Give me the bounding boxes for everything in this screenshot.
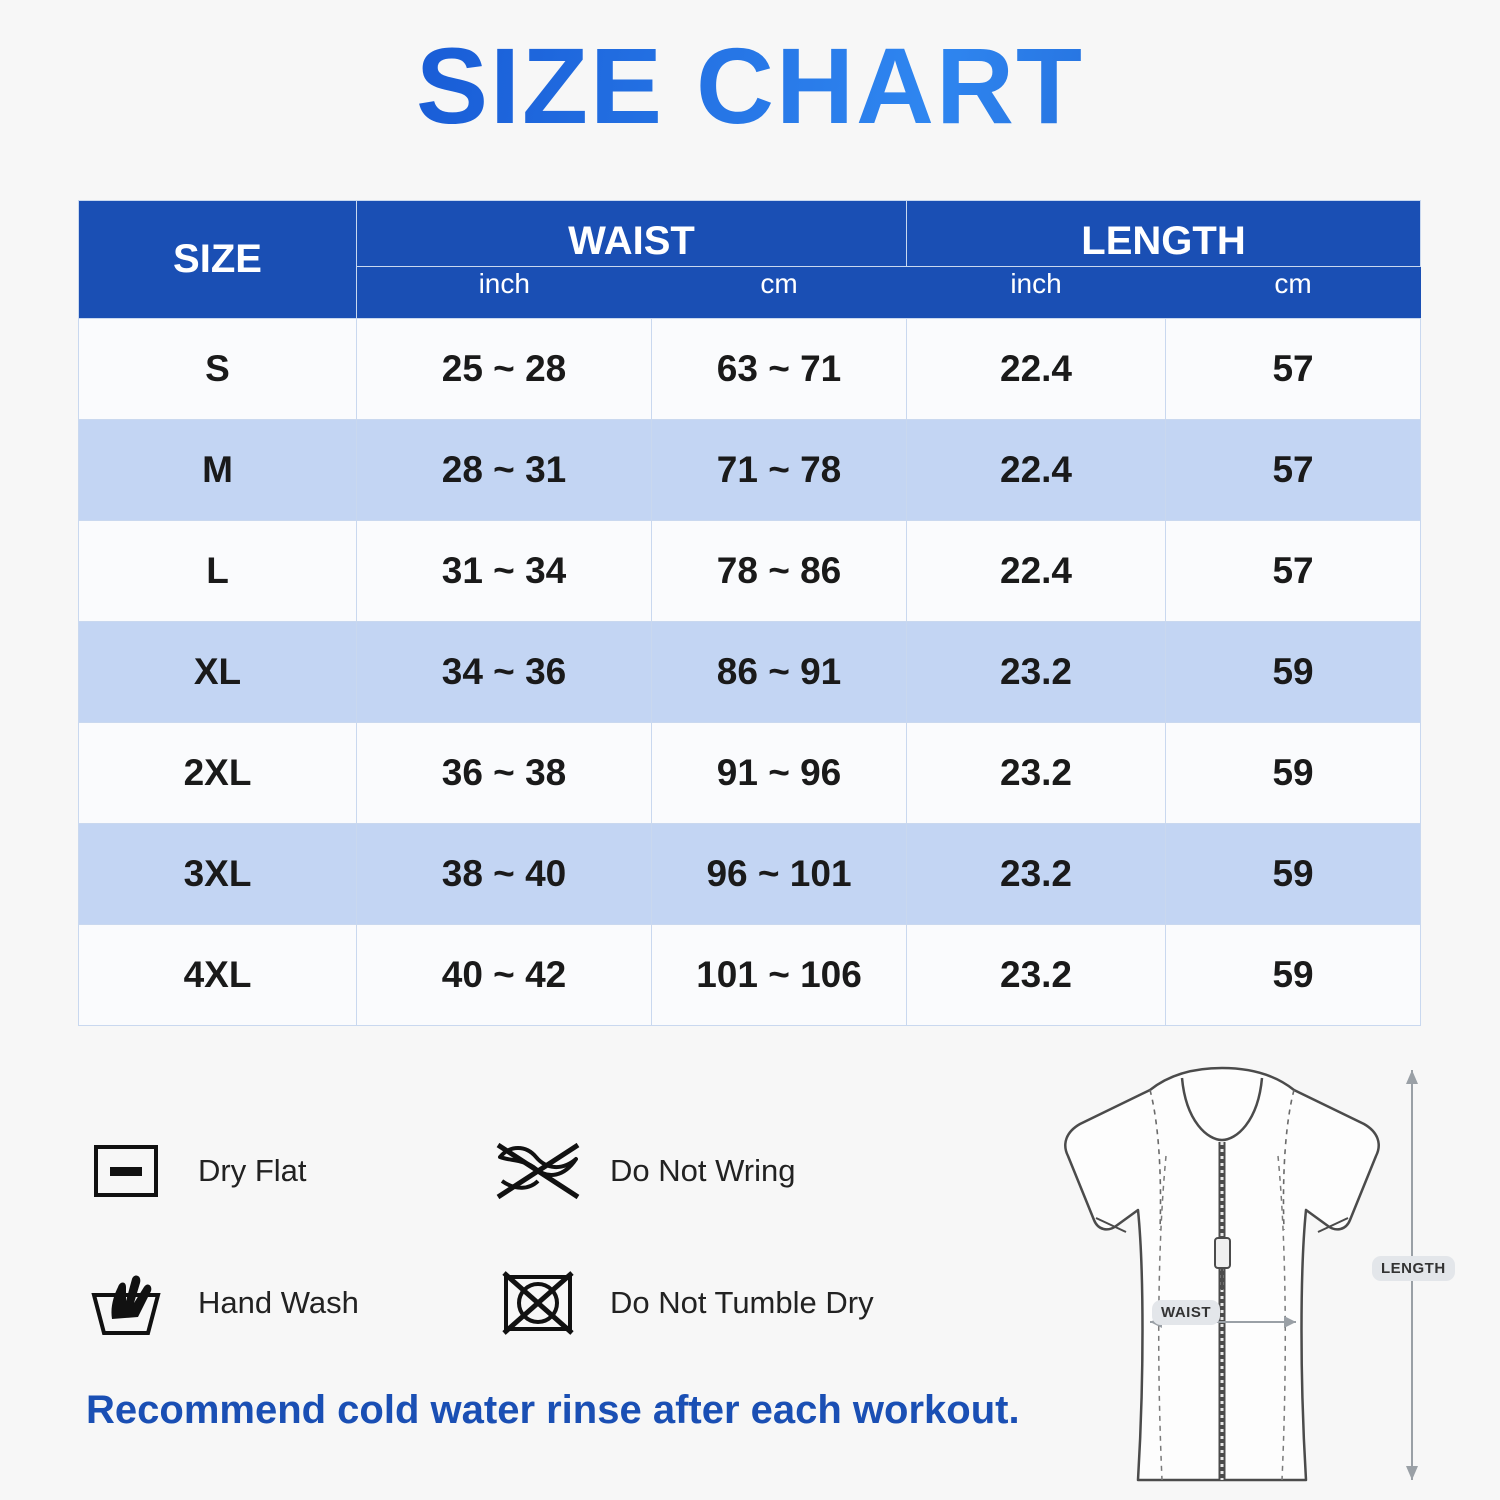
care-item-do-not-tumble-dry — [490, 1257, 874, 1349]
cell-waist-inch: 36 ~ 38 — [357, 723, 652, 824]
column-header-length: LENGTH — [907, 201, 1421, 267]
cell-length-cm: 59 — [1166, 723, 1421, 824]
page-title: SIZE CHART — [0, 0, 1500, 153]
table-row — [79, 521, 1421, 622]
cell-waist-inch: 28 ~ 31 — [357, 420, 652, 521]
table-row — [79, 622, 1421, 723]
cell-length-cm: 57 — [1166, 319, 1421, 420]
cell-length-cm: 59 — [1166, 824, 1421, 925]
care-item-dry-flat — [78, 1125, 490, 1217]
cell-length-cm: 59 — [1166, 925, 1421, 1026]
care-instructions — [78, 1105, 1038, 1369]
cell-length-inch: 22.4 — [907, 420, 1166, 521]
dry-flat-icon — [78, 1125, 174, 1217]
length-measure-badge: LENGTH — [1372, 1256, 1455, 1281]
care-label: Do Not Wring — [610, 1153, 796, 1188]
care-item-hand-wash — [78, 1257, 490, 1349]
table-row — [79, 723, 1421, 824]
care-label: Do Not Tumble Dry — [610, 1285, 874, 1320]
cell-length-inch: 23.2 — [907, 723, 1166, 824]
column-header-size: SIZE — [79, 201, 357, 319]
table-row — [79, 824, 1421, 925]
recommendation-text: Recommend cold water rinse after each workout. — [86, 1388, 1020, 1432]
care-row — [78, 1237, 1038, 1369]
cell-waist-inch: 34 ~ 36 — [357, 622, 652, 723]
hand-wash-icon — [78, 1257, 174, 1349]
care-label: Dry Flat — [198, 1153, 307, 1188]
cell-length-cm: 57 — [1166, 521, 1421, 622]
cell-waist-cm: 86 ~ 91 — [652, 622, 907, 723]
cell-waist-cm: 96 ~ 101 — [652, 824, 907, 925]
column-subheader-waist-cm: cm — [652, 267, 907, 319]
table-body — [79, 319, 1421, 1026]
column-subheader-length-inch: inch — [907, 267, 1166, 319]
cell-size: 4XL — [79, 925, 357, 1026]
cell-length-cm: 57 — [1166, 420, 1421, 521]
cell-length-cm: 59 — [1166, 622, 1421, 723]
cell-length-inch: 23.2 — [907, 622, 1166, 723]
cell-waist-cm: 101 ~ 106 — [652, 925, 907, 1026]
garment-diagram — [1000, 1060, 1460, 1490]
column-subheader-waist-inch: inch — [357, 267, 652, 319]
waist-measure-badge: WAIST — [1152, 1300, 1220, 1325]
cell-size: 2XL — [79, 723, 357, 824]
cell-waist-inch: 31 ~ 34 — [357, 521, 652, 622]
do-not-tumble-dry-icon — [490, 1257, 586, 1349]
cell-waist-inch: 38 ~ 40 — [357, 824, 652, 925]
cell-waist-cm: 63 ~ 71 — [652, 319, 907, 420]
cell-size: S — [79, 319, 357, 420]
care-row — [78, 1105, 1038, 1237]
do-not-wring-icon — [490, 1125, 586, 1217]
column-subheader-length-cm: cm — [1166, 267, 1421, 319]
cell-waist-inch: 25 ~ 28 — [357, 319, 652, 420]
cell-size: M — [79, 420, 357, 521]
cell-length-inch: 22.4 — [907, 319, 1166, 420]
cell-size: XL — [79, 622, 357, 723]
column-header-waist: WAIST — [357, 201, 907, 267]
table-row — [79, 420, 1421, 521]
cell-waist-cm: 78 ~ 86 — [652, 521, 907, 622]
size-chart-table-container — [78, 200, 1420, 1026]
cell-waist-cm: 71 ~ 78 — [652, 420, 907, 521]
table-row — [79, 925, 1421, 1026]
care-label: Hand Wash — [198, 1285, 359, 1320]
care-item-do-not-wring — [490, 1125, 796, 1217]
cell-waist-inch: 40 ~ 42 — [357, 925, 652, 1026]
cell-length-inch: 23.2 — [907, 925, 1166, 1026]
table-header — [79, 201, 1421, 319]
cell-waist-cm: 91 ~ 96 — [652, 723, 907, 824]
table-row — [79, 319, 1421, 420]
cell-size: L — [79, 521, 357, 622]
cell-length-inch: 22.4 — [907, 521, 1166, 622]
cell-size: 3XL — [79, 824, 357, 925]
cell-length-inch: 23.2 — [907, 824, 1166, 925]
size-chart-table — [78, 200, 1421, 1026]
